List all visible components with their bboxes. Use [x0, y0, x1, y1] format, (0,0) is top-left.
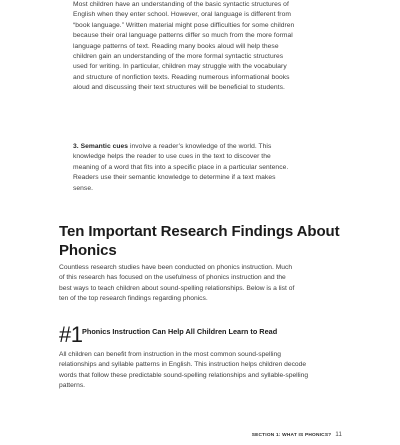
page-footer: [252, 432, 342, 439]
page-number: 11: [335, 432, 342, 438]
section-intro: Countless research studies have been conducted on phonics instruction. Much of this research has focused on the usefulness of phonics instruction and the best ways to teach children about sound-spelling relationships. Below is a list of ten of the top research findings regarding phonics.: [59, 264, 295, 302]
finding-title: Phonics Instruction Can Help All Children Learn to Read: [82, 327, 278, 336]
semantic-cues-paragraph: [73, 142, 297, 194]
footer-section-label: SECTION 1: WHAT IS PHONICS?: [251, 433, 332, 438]
semantic-cues-text: involve a reader’s knowledge of the world. This knowledge helps the reader to use cues in the text to discover the meaning of a word that fits into a specific place in a particular sentence. Readers use their semantic knowledge to determine if a text makes sense.: [73, 143, 289, 192]
finding-text: All children can benefit from instruction in the most common sound-spelling relationships and syllable patterns in English. This instruction helps children decode words that follow these predictable sound-spelling relationships and syllable-spelling patterns.: [59, 351, 309, 389]
finding-number: #1: [59, 322, 83, 347]
body-paragraph: Most children have an understanding of the basic syntactic structures of English when they enter school. However, oral language is different from “book language.” Written material might pose difficulties for some children because their oral language patterns differ so much from the more formal language patterns of text. Reading many books aloud will help these children gain an understanding of the more formal syntactic structures used for writing. In particular, children may struggle with the vocabulary and structure of nonfiction texts. Reading numerous informational books aloud and discussing their text structures will be beneficial to students.: [73, 1, 295, 92]
semantic-cues-label: 3. Semantic cues: [73, 143, 129, 150]
section-heading: Ten Important Research Findings About Phonics: [59, 223, 340, 259]
